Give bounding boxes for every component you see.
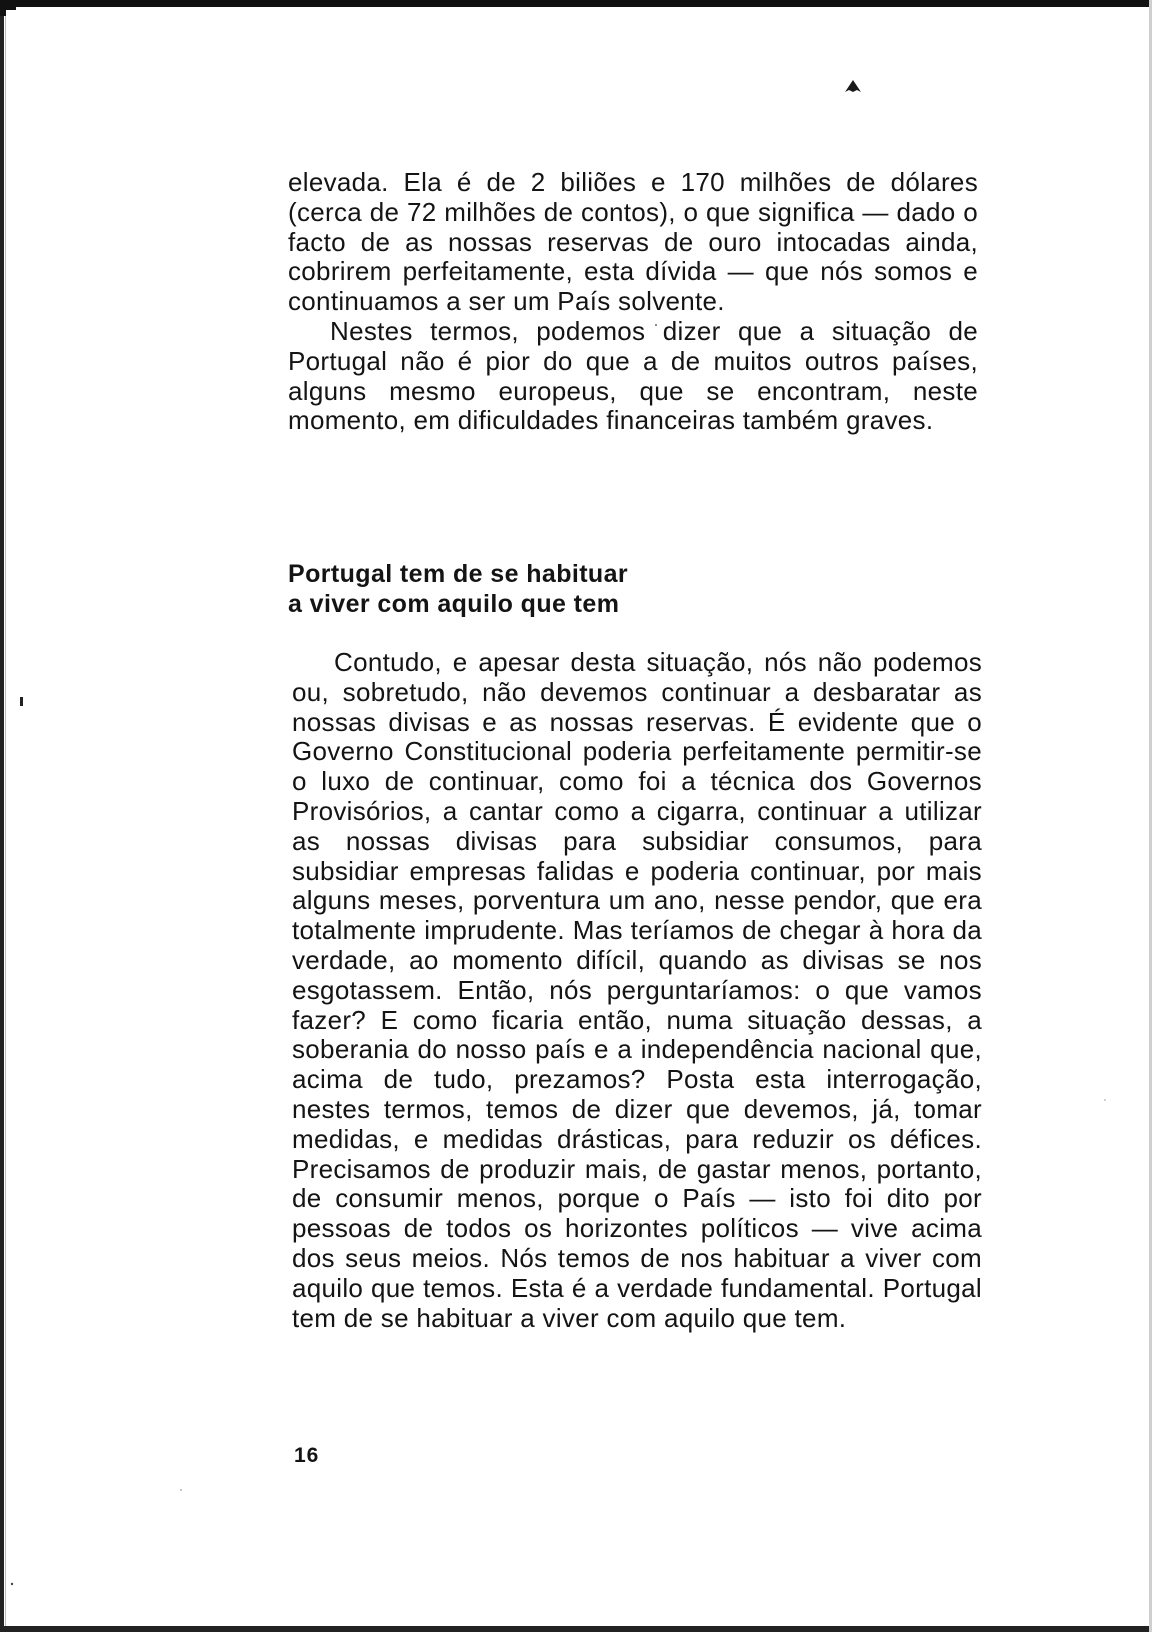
paragraph-nestes-termos: Nestes termos, podemos dizer que a situação de Portugal não é pior do que a de muitos outros países, alguns mesmo europeus, que se encontram, neste momento, em dificuldades financeiras também graves. [288, 315, 978, 436]
paragraph-continued: elevada. Ela é de 2 biliões e 170 milhões de dólares (cerca de 72 milhões de contos), o que significa — dado o facto de as nossas reservas de ouro intocadas ainda, cobrirem perfeitamente, esta dívida — que nós somos e continuamos a ser um País solvente. [288, 167, 978, 317]
text-block-bottom [292, 648, 982, 1333]
section-heading [288, 559, 628, 619]
stray-ink-dot [20, 697, 23, 706]
page-number: 16 [294, 1444, 320, 1467]
printer-mark-icon [843, 78, 863, 94]
section-heading-line-1: Portugal tem de se habituar [288, 560, 629, 588]
section-heading-line-2: a viver com aquilo que tem [288, 590, 620, 618]
text-block-top [288, 168, 978, 436]
paragraph-contudo: Contudo, e apesar desta situação, nós não podemos ou, sobretudo, não devemos continuar a desbaratar as nossas divisas e as nossas reservas. É evidente que o Governo Constitucional poderia perfeitamente permitir-se o luxo de continuar, como foi a técnica dos Governos Provisórios, a cantar como a cigarra, continuar a utilizar as nossas divisas para subsidiar consumos, para subsidiar empresas falidas e poderia continuar, por mais alguns meses, porventura um ano, nesse pendor, que era totalmente imprudente. Mas teríamos de chegar à hora da verdade, ao momento difícil, quando as divisas se nos esgotassem. Então, nós perguntaríamos: o que vamos fazer? E como ficaria então, numa situação dessas, a soberania do nosso país e a independência nacional que, acima de tudo, prezamos? Posta esta interrogação, nestes termos, temos de dizer que devemos, já, tomar medidas, e medidas drásticas, para reduzir os défices. Precisamos de produzir mais, de gastar menos, portanto, de consumir menos, porque o País — isto foi dito por pessoas de todos os horizontes políticos — vive acima dos seus meios. Nós temos de nos habituar a viver com aquilo que temos. Esta é a verdade fundamental. Portugal tem de se habituar a viver com aquilo que tem. [292, 647, 982, 1333]
